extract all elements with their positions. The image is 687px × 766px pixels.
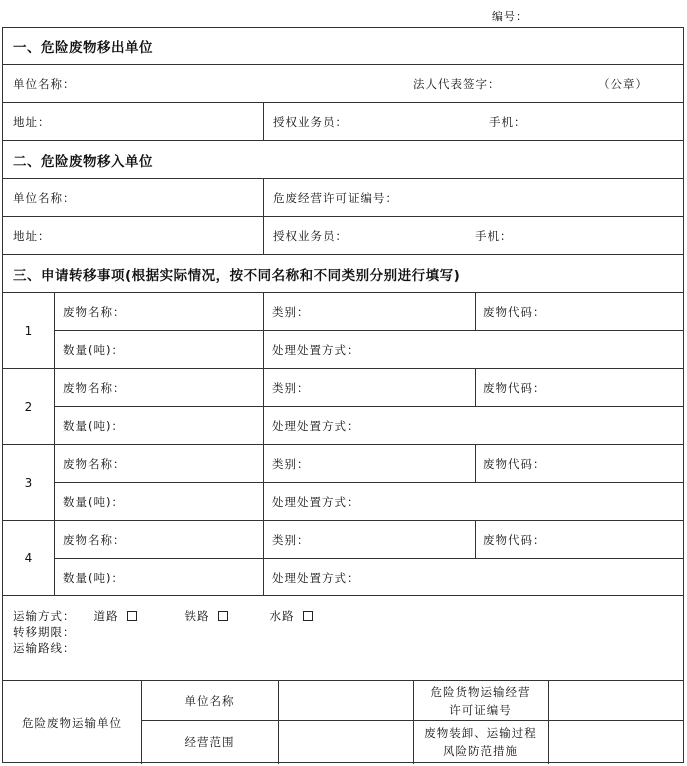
transport-option-rail[interactable]	[185, 608, 228, 624]
carrier-title: 危险废物运输单位	[22, 715, 122, 730]
divider	[475, 521, 476, 558]
quantity-label: 数量(吨)：	[63, 343, 124, 357]
agent-label: 授权业务员：	[273, 228, 348, 243]
divider	[263, 293, 264, 330]
transfer-item-4	[3, 521, 683, 596]
unit-name-label: 单位名称：	[13, 190, 76, 205]
quantity-label: 数量(吨)：	[63, 570, 124, 585]
divider	[263, 103, 264, 140]
divider	[263, 521, 264, 558]
item-line-2	[55, 331, 683, 369]
disposal-method-label: 处理处置方式：	[272, 419, 360, 433]
waste-code-label: 废物代码：	[483, 532, 546, 547]
divider	[263, 445, 264, 482]
water-checkbox[interactable]	[303, 611, 313, 621]
divider	[263, 179, 264, 216]
divider	[263, 483, 264, 521]
divider	[548, 681, 549, 764]
item-number: 1	[3, 293, 55, 368]
item-line-2	[55, 407, 683, 445]
disposal-method-label: 处理处置方式：	[272, 343, 360, 357]
seal-label: （公章）	[598, 76, 648, 91]
divider	[475, 369, 476, 406]
section-1-address-row	[3, 103, 683, 141]
item-line-1	[55, 521, 683, 559]
divider	[475, 293, 476, 330]
item-number: 2	[3, 369, 55, 444]
carrier-unit-name-label: 单位名称	[184, 693, 235, 708]
carrier-risk-measures-label: 废物装卸、运输过程 风险防范措施	[424, 726, 537, 758]
divider	[263, 217, 264, 254]
waste-name-label: 废物名称：	[63, 456, 126, 471]
divider	[263, 559, 264, 596]
item-line-2	[55, 483, 683, 521]
section-2-unit-row	[3, 179, 683, 217]
waste-transfer-form	[2, 27, 684, 763]
category-label: 类别：	[272, 532, 310, 547]
waste-name-label: 废物名称：	[63, 380, 126, 395]
transfer-item-1	[3, 293, 683, 369]
waste-code-label: 废物代码：	[483, 456, 546, 471]
rail-checkbox[interactable]	[218, 611, 228, 621]
divider	[263, 331, 264, 369]
transfer-period-label: 转移期限：	[13, 625, 76, 639]
item-number: 4	[3, 521, 55, 595]
carrier-section	[3, 681, 683, 764]
item-number: 3	[3, 445, 55, 520]
road-label: 道路	[93, 609, 119, 623]
waste-code-label: 废物代码：	[483, 380, 546, 395]
transport-section	[3, 596, 683, 681]
mobile-label: 手机：	[475, 228, 513, 243]
category-label: 类别：	[272, 380, 310, 395]
transfer-item-2	[3, 369, 683, 445]
carrier-scope-label: 经营范围	[184, 735, 235, 749]
item-line-1	[55, 445, 683, 483]
transport-route-label: 运输路线：	[13, 641, 76, 655]
section-1-unit-row	[3, 65, 683, 103]
transport-mode-label: 运输方式：	[13, 609, 76, 623]
address-label: 地址：	[13, 114, 51, 129]
item-line-1	[55, 369, 683, 407]
section-1-title: 一、危险废物移出单位	[3, 28, 683, 65]
divider	[475, 445, 476, 482]
water-label: 水路	[269, 609, 295, 623]
category-label: 类别：	[272, 456, 310, 471]
carrier-license-label: 危险货物运输经营 许可证编号	[430, 684, 531, 717]
divider	[263, 407, 264, 445]
unit-name-label: 单位名称：	[13, 76, 76, 91]
category-label: 类别：	[272, 304, 310, 319]
quantity-label: 数量(吨)：	[63, 419, 124, 433]
road-checkbox[interactable]	[127, 611, 137, 621]
address-label: 地址：	[13, 228, 51, 243]
mobile-label: 手机：	[489, 114, 527, 129]
section-3-title: 三、申请转移事项(根据实际情况，按不同名称和不同类别分别进行填写)	[3, 255, 683, 293]
legal-rep-signature-label: 法人代表签字：	[413, 76, 501, 91]
divider	[263, 369, 264, 406]
item-line-1	[55, 293, 683, 331]
quantity-label: 数量(吨)：	[63, 495, 124, 509]
waste-name-label: 废物名称：	[63, 304, 126, 319]
transport-option-road[interactable]	[94, 608, 137, 624]
disposal-method-label: 处理处置方式：	[272, 495, 360, 509]
transport-option-water[interactable]	[270, 608, 313, 624]
divider	[278, 681, 279, 764]
waste-name-label: 废物名称：	[63, 532, 126, 547]
rail-label: 铁路	[184, 609, 210, 623]
waste-code-label: 废物代码：	[483, 304, 546, 319]
section-2-title: 二、危险废物移入单位	[3, 141, 683, 179]
license-number-label: 危废经营许可证编号：	[273, 190, 398, 205]
agent-label: 授权业务员：	[273, 114, 348, 129]
serial-number-label: 编号：	[492, 10, 528, 23]
disposal-method-label: 处理处置方式：	[272, 570, 360, 585]
transport-mode-row	[13, 608, 673, 624]
transfer-item-3	[3, 445, 683, 521]
section-2-address-row	[3, 217, 683, 255]
item-line-2	[55, 559, 683, 596]
